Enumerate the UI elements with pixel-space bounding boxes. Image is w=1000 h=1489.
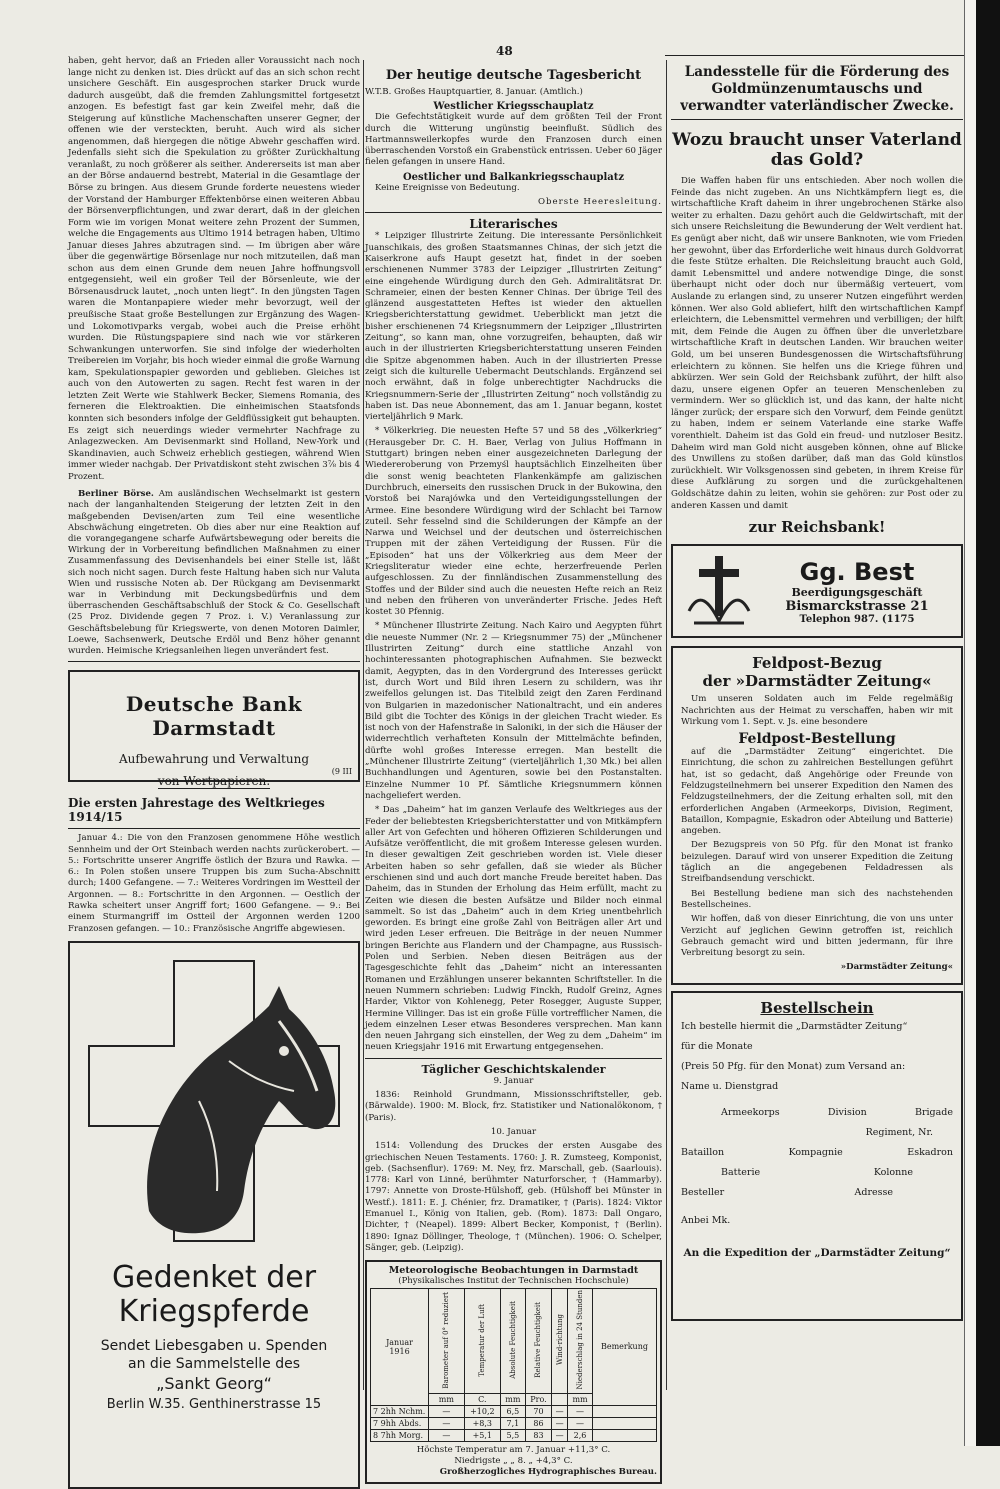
literature-item: * Münchener Illustrirte Zeitung. Nach Kairo und Aegypten führt die neueste Nummer (Nr. 2 — Kriegsnummer 75) der „Münchener Illustrirten Zeitung“ durch eine stattliche Anzahl von hochinteressanten photographischen Aufnahmen. Sie bezweckt damit, Aegypten, das in den Vordergrund des Interesses gerückt ist, durch Wort und Bild ihren Lesern zu schildern, was ihr zweifellos gelungen ist. Das Titelbild zeigt den Zaren Ferdinand von Bulgarien in mazedonischer Nationaltracht, und ein anderes Bild gibt die Tochter des Königs in der gleichen Tracht wieder. Es ist noch von der Hafenstraße in Saloniki, in der sich die Häuser der widerrechtlich verhafteten Konsuln der Mittelmächte befinden, dürfte wohl großes Interesse erregen. Man bestellt die „Münchener Illustrirte Zeitung“ (vierteljährlich 1,30 Mk.) bei allen Buchhandlungen und Agenturen, sowie bei den Postanstalten. Einzelne Nummer 10 Pf. Sämtliche Kriegsnummern können nachgeliefert werden. — [365, 621, 662, 801]
reichsbank-line: zur Reichsbank! — [748, 518, 886, 537]
horse-ad-line5: „Sankt Georg“ — [156, 1373, 272, 1393]
field-armeekorps[interactable]: Armeekorps — [721, 1106, 780, 1118]
anniversary-title: Die ersten Jahrestage des Weltkrieges 1914/15 — [68, 796, 325, 825]
page-number: 48 — [496, 44, 513, 58]
feldpost-title-3: Feldpost-Bestellung — [738, 731, 896, 748]
weather-year: 1916 — [389, 1346, 410, 1356]
divider — [671, 119, 963, 120]
horse-ad-line6: Berlin W.35. Genthinerstrasse 15 — [106, 1396, 322, 1412]
feldpost-text: Bei Bestellung bediene man sich des nachstehenden Bestellscheines. — [681, 888, 953, 910]
order-form-line: Ich bestelle hiermit die „Darmstädter Zeitung“ — [681, 1020, 908, 1032]
feldpost-sign: »Darmstädter Zeitung« — [840, 962, 953, 973]
daily-report-title: Der heutige deutsche Tagesbericht — [385, 68, 642, 83]
divider — [365, 212, 662, 213]
column-b — [365, 56, 662, 1484]
boerse-article: haben, geht hervor, daß an Frieden aller Voraussicht nach noch lange nicht zu denken ist. Dies drückt auf das an sich schon recht unsichere Geschäft. Ein ausgesprochen starker Druck wurde dadurch ausgeübt, daß die fremden Zahlungsmittel fortgesetzt anzogen. Es befestigt fast gar kein Zweifel mehr, daß die Steigerung auf künstliche Machenschaften unserer Gegner, der offenen wie der versteckten, beruht. Auch wird als sicher angenommen, daß hiergegen die nötige Abwehr geschaffen wird. Jedenfalls sieht sich die Spekulation zu größter Zurückhaltung veranlaßt, zu noch größerer als seither. Andererseits ist man aber an der Börse andauernd bestrebt, Material in die Gesamtlage der Börse zu bringen. Aus diesem Grunde forderte neuestens wieder der Vorstand der Hamburger Effektenbörse einen weiteren Abbau der Börsenverpflichtungen, und zwar derart, daß in der gleichen Form wie im vorigen Monat weitere zehn Prozent der Summen, welche die Engagements aus Ultimo 1914 betragen haben, Ultimo Januar dieses Jahres abzutragen sind. — Im übrigen aber wäre über die gegenwärtige Börsenlage nur noch mitzuteilen, daß man schon aus dem einen Grunde dem neuen Jahre hoffnungsvoll entgegensieht, weil ein großer Teil der Börsenleute, wie der Börsenausdruck lautet, „noch unten liegt“. In den jüngsten Tagen waren die Montanpapiere wieder mehr bevorzugt, weil der preußische Staat große Bestellungen zur Ergänzung des Wagen- und Lokomotivparks vergab, wobei auch die Preise erhöht wurden. Die Rüstungspapiere sind nach wie vor stärkeren Schwankungen unterworfen. Sie sind infolge der wiederholten Treibereien im Vorjahr, bis hoch wieder einmal die große Warnung kam, Spekulationspapier geworden und geblieben. Gleiches ist auch von den Autowerten zu sagen. Recht fest waren in der letzten Zeit Werte wie Stahlwerk Becker, Siemens Romania, des ferneren die Elektroaktien. Die einheimischen Staatsfonds konnten sich besonders infolge der Geldflüssigkeit gut behaupten. Es zeigt sich neuerdings wieder vermehrter Nachfrage zu Anlagezwecken. Am Devisenmarkt sind Holland, New-York und Skandinavien, auch Schweiz erheblich gestiegen, während Wien immer wieder nachgab. Der Privatdiskont steht zwischen 3⅞ bis 4 Prozent. — [68, 56, 360, 482]
field-bataillon[interactable]: Bataillon — [681, 1146, 725, 1158]
weather-row: 7 9hh Abds. — +8,3 7,1 86 — — — [371, 1417, 657, 1429]
gold-heading: Wozu braucht unser Vaterland — [672, 130, 962, 150]
weather-unit — [552, 1393, 568, 1405]
weather-unit: mm — [429, 1393, 465, 1405]
weather-unit: Pro. — [525, 1393, 551, 1405]
deutsche-bank-title: Deutsche Bank Darmstadt — [125, 692, 303, 741]
deutsche-bank-code: (9 III — [331, 767, 352, 777]
weather-header: Barometer auf 0° reduziert — [442, 1291, 451, 1389]
berliner-boerse-article — [68, 489, 360, 657]
landesstelle-heading: Landesstelle für die Förderung des Goldmünzenumtauschs und verwandter vaterländischer Zwecke. — [680, 64, 954, 114]
weather-min: Niedrigste „ „ 8. „ +4,3° C. — [454, 1455, 573, 1466]
weather-unit: mm — [568, 1393, 593, 1405]
cross-wreath-icon — [679, 551, 759, 631]
weather-row: 7 2hh Nchm. — +10,2 6,5 70 — — — [371, 1405, 657, 1417]
column-c — [671, 56, 963, 1321]
feldpost-text: Der Bezugspreis von 50 Pfg. für den Monat ist franko beizulegen. Darauf wird von unserer Expedition die Zeitung täglich an die angegebenen Feldadressen als Streifbandsendung verschickt. — [681, 840, 953, 885]
anniversary-text: Januar 4.: Die von den Franzosen genommene Höhe westlich Sennheim und der Ort Steinbach werden nachts zurückerobert. — 5.: Fortschritte unserer Angriffe östlich der Bzura und Rawka. — 6.: In Polen stoßen unsere Truppen bis zum Sucha-Abschnitt durch; 1400 Gefangene. — 7.: Weiteres Vordringen im Westteil der Argonnen. — 8.: Fortschritte in den Argonnen. — Oestlich der Rawka scheitert unser Angriff fort; 1600 Gefangene. — 9.: Bei einem Sturmangriff im Ostteil der Argonnen werden 1200 Franzosen gefangen. — 10.: Französische Angriffe abgewiesen. — [68, 833, 360, 934]
calendar-day: 10. Januar — [490, 1126, 537, 1137]
feldpost-intro: Um unseren Soldaten auch im Felde regelmäßig Nachrichten aus der Heimat zu verschaffen, haben wir mit Wirkung vom 1. Sept. v. Js. eine besondere — [681, 694, 953, 727]
field-kolonne[interactable]: Kolonne — [873, 1166, 913, 1178]
field-kompagnie[interactable]: Kompagnie — [788, 1146, 843, 1158]
weather-box — [365, 1260, 662, 1483]
west-front-text: Die Gefechtstätigkeit wurde auf dem größten Teil der Front durch die Witterung ungünstig beeinflußt. Südlich des Hartmannsweilerkopfes wurde den Franzosen durch einen überraschenden Vorstoß ein Grabenstück entrissen. Ueber 60 Jäger fielen gefangen in unsere Hand. — [365, 112, 662, 168]
deutsche-bank-line1: Aufbewahrung und Verwaltung — [118, 752, 310, 767]
feldpost-text: auf die „Darmstädter Zeitung“ eingerichtet. Die Einrichtung, die schon zu zahlreichen Bestellungen geführt hat, ist so gedacht, daß Angehörige oder Freunde von Feldzugsteilnehmern bei unserer Expedition den Namen des Feldzugsteilnehmers, der die Zeitung erhalten soll, mit den erforderlichen Angaben (Armeekorps, Division, Regiment, Bataillon, Kompagnie, Eskadron oder Abteilung und Batterie) angeben. — [681, 747, 953, 837]
divider — [68, 828, 360, 829]
east-front-text: Keine Ereignisse von Bedeutung. — [375, 182, 520, 193]
deutsche-bank-ad — [68, 670, 360, 789]
best-ad — [671, 544, 963, 638]
scan-edge-dark — [976, 0, 1000, 1446]
feldpost-title: Feldpost-Bezug — [752, 654, 882, 673]
weather-header: Temperatur der Luft — [478, 1303, 487, 1377]
best-line2: Bismarckstrasse 21 — [785, 598, 929, 614]
field-regiment[interactable]: Regiment, Nr. — [865, 1126, 933, 1138]
report-signature: Oberste Heeresleitung. — [537, 197, 662, 208]
horse-ad-line2: Kriegspferde — [118, 1293, 310, 1329]
literature-item: * Das „Daheim“ hat im ganzen Verlaufe des Weltkrieges aus der Feder der beliebtesten Kriegsberichterstatter und von Mitkämpfern aller Art von Gefechten und höheren Offizieren Schilderungen und Aufsätze veröffentlicht, die mit großem Interesse gelesen wurden. In dieser gewaltigen Zeit geschrieben worden ist. Viele dieser Arbeiten haben so sehr gefallen, daß sie wieder als Bücher erschienen sind und auch dort manche Freude bereitet haben. Das Daheim, das in Stunden der Erholung das Heim erfüllt, macht zu Zeiten wie diesen die besten Aufsätze und Bilder noch einmal sammelt. So ist das „Daheim“ auch in dem Krieg unentbehrlich geworden. Es bringt eine große Zahl von Beiträgen aller Art und wird jeden Leser erfreuen. Die Beiträge in der neuen Nummer bringen Berichte aus Flandern und der Champagne, aus Russisch-Polen und Serbien. Neben diesen Beiträgen aus der Tagesgeschichte fehlt das „Daheim“ nicht an interessanten Romanen und Erzählungen unserer bekannten Schriftsteller. In die neuen Nummern schrieben: Ludwig Finckh, Rudolf Greinz, Agnes Harder, Viktor von Kohlenegg, Peter Rosegger, Auguste Supper, Hermine Villinger. Das ist ein große Fülle vortrefflicher Namen, die jedem einzelnen Leser etwas Besonderes versprechen. Man kann den neuen Jahrgang sich einstellen, der Weg zu dem „Daheim“ im neuen Kriegsjahr 1916 mit Erwartung entgegensehen. — [365, 805, 662, 1053]
order-form — [671, 991, 963, 1321]
horse-cross-illustration — [79, 951, 349, 1251]
feldpost-title-2: der »Darmstädter Zeitung« — [702, 672, 932, 691]
order-form-line: für die Monate — [681, 1040, 753, 1052]
calendar-day: 9. Januar — [493, 1075, 534, 1086]
weather-unit: mm — [500, 1393, 525, 1405]
best-line1: Beerdigungsgeschäft — [791, 585, 923, 599]
order-form-line: Name u. Dienstgrad — [681, 1080, 779, 1092]
field-anbei[interactable]: Anbei Mk. — [681, 1214, 731, 1226]
weather-max: Höchste Temperatur am 7. Januar +11,3° C. — [416, 1444, 611, 1455]
field-eskadron[interactable]: Eskadron — [907, 1146, 953, 1158]
horse-ad-line3: Sendet Liebesgaben u. Spenden — [100, 1337, 328, 1354]
order-form-title: Bestellschein — [760, 998, 874, 1017]
literature-item: * Völkerkrieg. Die neuesten Hefte 57 und 58 des „Völkerkrieg“ (Herausgeber Dr. C. H. Baer, Verlag von Julius Hoffmann in Stuttgart) bringen neben einer ausgezeichneten Darlegung der Wiedereroberung von Przemyśl hauptsächlich Einzelheiten über die sonst wenig beachteten Flankenkämpfe am galizischen Durchbruch, einerseits den russischen Druck in der Bukowina, den Vorstoß bei Narajówka und den Verteidigungsstellungen der Armee. Eine besondere Würdigung wird der Schlacht bei Tarnow zuteil. Sehr fesselnd sind die Schilderungen der Kämpfe an der Narwa und Weichsel und der deutschen und österreichischen Truppen mit der zähen Verteidigung der Russen. Für die „Episoden“ hat uns der Völkerkrieg aus dem Meer der Kriegsliteratur wieder eine echte, herzerfreuende Perlen aufgeschlossen. Zu der finnländischen Zusammenstellung des Stoffes und der Bilder sind auch die neuesten Hefte reich an Reiz und neben den früheren von unveränderter Frische. Jedes Heft kostet 30 Pfennig. — [365, 426, 662, 618]
weather-subtitle: (Physikalisches Institut der Technischen Hochschule) — [398, 1276, 629, 1287]
horse-ad-line4: an die Sammelstelle des — [127, 1355, 301, 1372]
calendar-entry: 1514: Vollendung des Druckes der ersten Ausgabe des griechischen Neuen Testaments. 1760: J. R. Zumsteeg, Komponist, geb. (Sachsenflur). 1769: M. Ney, frz. Marschall, geb. (Saarlouis). 1778: Karl von Linné, berühmter Naturforscher, † (Hammarby). 1797: Annette von Droste-Hülshoff, geb. (Hülshoff bei Münster in Westf.). 1811: E. J. Chénier, frz. Dramatiker, † (Paris). 1824: Viktor Emanuel I., König von Italien, geb. (Rom). 1873: Dall Ongaro, Dichter, † (Neapel). 1899: Albert Becker, Komponist, † (Berlin). 1890: Ignaz Döllinger, Theologe, † (München). 1906: O. Schelper, Sänger, geb. (Leipzig). — [365, 1141, 662, 1253]
weather-header: Relative Feuchtigkeit — [534, 1302, 543, 1378]
order-form-line: (Preis 50 Pfg. für den Monat) zum Versand an: — [681, 1060, 906, 1072]
weather-bureau: Großherzogliches Hydrographisches Bureau. — [439, 1467, 657, 1478]
east-front-heading: Oestlicher und Balkankriegsschauplatz — [402, 171, 625, 183]
field-division[interactable]: Division — [827, 1106, 867, 1118]
literature-heading: Literarisches — [469, 217, 558, 232]
field-adresse[interactable]: Adresse — [854, 1186, 893, 1198]
best-code: (1175 — [881, 613, 915, 625]
weather-month: Januar — [386, 1337, 413, 1347]
feldpost-text: Wir hoffen, daß von dieser Einrichtung, die von uns unter Verzicht auf jeglichen Gewinn getroffen ist, reichlich Gebrauch gemacht wird und bitten jedermann, für ihre Verbreitung besorgt zu sein. — [681, 914, 953, 959]
gold-text: Die Waffen haben für uns entschieden. Aber noch wollen die Feinde das nicht zugeben. An uns Nichtkämpfern liegt es, die wirtschaftliche Kraft daheim in ihrer ungebrochenen Stärke also weiter zu erhalten. Dazu gehört auch die Geldwirtschaft, mit der sich unsere Reichsleitung die Bewunderung der Welt verdient hat. Es genügt aber nicht, daß wir unsere Banknoten, wie vom Frieden her gewohnt, über das Erforderliche weit hinaus durch Goldvorrat die feste Stütze erhalten. Die Reichsleitung braucht auch Gold, damit Lebensmittel und andere notwendige Dinge, die sonst überhaupt nicht oder doch nur übermäßig verteuert, vom Auslande zu erlangen sind, zu unserer Nutzen eingeführt werden können. Wer also Gold abliefert, hilft den wirtschaftlichen Kampf erleichtern, die Lebensmittel vermehren und verbilligen; der hilft mit, dem Feinde die Augen zu öffnen über die unverletzbare wirtschaftliche Kraft in deutschen Landen. Wir brauchen weiter Gold, um bei unseren Bundesgenossen die Wirtschaftsführung erleichtern zu können. Sie helfen uns die Kriege führen und abkürzen. Wer sein Gold der Reichsbank zuführt, der hilft also dazu, unsere eigenen Opfer an teueren Menschenleben zu vermindern. Wer so glücklich ist, und das kann, der halte nicht länger zurück; der erspare sich den Vorwurf, dem Feinde genützt zu haben, indem er seinem Vaterlande eine starke Waffe vorenthielt. Daheim ist das Gold ein freud- und nutzloser Besitz. Daheim wird man Gold nicht ausgeben können, ohne auf Blicke des Unwillens zu stoßen darüber, daß man das Gold künstlos zurückhielt. Wir Volksgenossen sind gebeten, in ihrem Kreise für diese Aufklärung zu sorgen und die zurückgehaltenen Goldschätze dahin zu leiten, wohin sie gehören: zur Post oder zu anderen Kassen und damit — [671, 176, 963, 511]
feldpost-ad — [671, 646, 963, 985]
berliner-boerse-text: Am ausländischen Wechselmarkt ist gestern nach der langanhaltenden Steigerung der letzten Zeit in den maßgebenden Devisen/arten zum Teil eine wesentliche Abschwächung eingetreten. Ob dies aber nur eine Reaktion auf die vorangegangene scharfe Aufwärtsbewegung oder bereits die Wirkung der in Vorbereitung befindlichen Maßnahmen zu einer Zusammenfassung des Devisenhandels bei einer Stelle ist, läßt sich noch nicht sagen. Durch feste Haltung haben sich nur Valuta Wien und russische Noten ab. Der Rückgang am Devisenmarkt war in Verbindung mit Deckungsbedürfnis und dem überraschenden Geschäftsabschluß der Stock & Co. Gesellschaft (25 Proz. Dividende gegen 7 Proz. i. V.) Veranlassung zur Geschäftsbelebung für Kriegswerte, von denen Motoren Daimler, Loewe, Sachsenwerk, Deutsche Erdöl und Benz höher genannt wurden. Heimische Kriegsanleihen liegen unverändert fest. — [68, 489, 360, 657]
gold-heading-2: das Gold? — [770, 150, 864, 170]
divider — [68, 661, 360, 662]
weather-unit: C. — [464, 1393, 500, 1405]
weather-header: Wind-richtung — [555, 1314, 564, 1366]
daily-report-dateline: W.T.B. Großes Hauptquartier, 8. Januar. (Amtlich.) — [365, 87, 583, 97]
field-besteller[interactable]: Besteller — [681, 1186, 725, 1198]
weather-title: Meteorologische Beobachtungen in Darmstadt — [388, 1265, 639, 1277]
west-front-heading: Westlicher Kriegsschauplatz — [433, 101, 594, 113]
field-brigade[interactable]: Brigade — [914, 1106, 953, 1118]
weather-header: Bemerkung — [592, 1289, 656, 1405]
field-batterie[interactable]: Batterie — [721, 1166, 761, 1178]
weather-row: 8 7hh Morg. — +5,1 5,5 83 — 2,6 — [371, 1429, 657, 1441]
calendar-entry: 1836: Reinhold Grundmann, Missionsschriftsteller, geb. (Bärwalde). 1900: M. Block, frz. Statistiker und Nationalökonom, † (Paris). — [365, 1090, 662, 1123]
weather-header: Niederschlag in 24 Stunden — [576, 1290, 585, 1390]
weather-table — [370, 1288, 657, 1441]
column-a — [68, 56, 360, 1489]
kriegspferde-ad — [68, 941, 360, 1489]
literature-item: * Leipziger Illustrirte Zeitung. Die interessante Persönlichkeit Juanschikais, des großen Staatsmannes Chinas, der sich jetzt die Kaiserkrone aufs Haupt gesetzt hat, findet in der soeben erschienenen Nummer 3783 der Leipziger „Illustrirten Zeitung“ eine eingehende Würdigung durch den Geh. Admiralitätsrat Dr. Schrameier, einen der besten Kenner Chinas. Der übrige Teil des glänzend ausgestatteten Heftes ist wieder den aktuellen Kriegsberichterstattung gewidmet. Ueberblickt man jetzt die bisher erschienenen 74 Kriegsnummern der Leipziger „Illustrirten Zeitung“, so kann man, ohne vorzugreifen, behaupten, daß wir auch in der illustrierten Kriegsberichterstattung unseren Feinden die Spitze abgenommen haben. Auch in der illustrierten Presse zeigt sich die kulturelle Uebermacht Deutschlands. Ergänzend sei noch erwähnt, daß in folge unberechtigter Nachdrucks die Kriegsnummern-Serie der „Illustrirten Zeitung“ noch vollständig zu haben ist. Das neue Abonnement, das am 1. Januar begann, kostet vierteljährlich 9 Mark. — [365, 231, 662, 423]
calendar-heading: Täglicher Geschichtskalender — [421, 1062, 606, 1076]
column-divider — [666, 60, 667, 1390]
column-divider — [363, 60, 364, 1390]
best-phone: Telephon 987. — [799, 613, 879, 625]
deutsche-bank-line2: von Wertpapieren. — [157, 774, 271, 789]
order-form-footer: An die Expedition der „Darmstädter Zeitung“ — [683, 1246, 951, 1259]
divider — [365, 1058, 662, 1059]
horse-ad-line1: Gedenket der — [111, 1259, 317, 1295]
weather-header: Absolute Feuchtigkeit — [508, 1301, 517, 1379]
berliner-boerse-heading: Berliner Börse. — [78, 489, 154, 500]
scan-edge — [964, 0, 976, 1446]
best-name: Gg. Best — [799, 557, 915, 586]
